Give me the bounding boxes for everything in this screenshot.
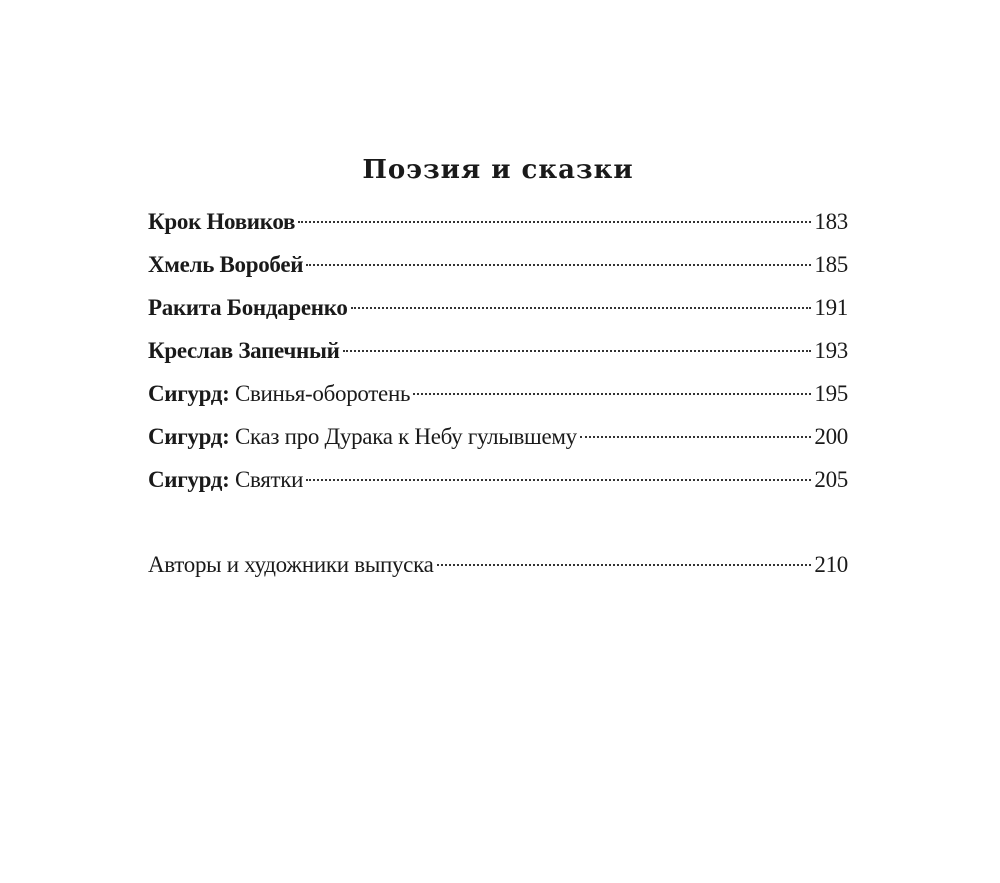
dot-leader	[343, 350, 812, 352]
dot-leader	[413, 393, 811, 395]
toc-page-number: 191	[814, 295, 848, 320]
toc-page-number: 185	[814, 252, 848, 277]
toc-page-number: 200	[814, 424, 848, 449]
toc-author: Хмель Воробей	[148, 252, 304, 277]
toc-author: Крок Новиков	[148, 209, 296, 234]
toc-entry[interactable]	[148, 286, 848, 329]
toc-author: Сигурд:	[148, 424, 230, 449]
toc-entry[interactable]	[148, 372, 848, 415]
toc-entry-text	[148, 329, 340, 372]
toc-title: Сказ про Дурака к Небу гулывшему	[229, 424, 577, 449]
toc-author: Креслав Запечный	[148, 338, 340, 363]
toc-entry-text	[148, 543, 434, 586]
toc-entry-appendix[interactable]	[148, 543, 848, 586]
section-title: Поэзия и сказки	[362, 155, 634, 185]
toc-entry[interactable]	[148, 243, 848, 286]
toc-page-number: 183	[814, 209, 848, 234]
toc-entry-text	[148, 286, 348, 329]
dot-leader	[437, 564, 812, 566]
toc-entry-text	[148, 243, 303, 286]
toc-page-number: 210	[814, 552, 848, 577]
toc-entry-text	[148, 458, 303, 501]
toc-entry[interactable]	[148, 415, 848, 458]
table-of-contents	[148, 150, 848, 586]
dot-leader	[351, 307, 812, 309]
toc-author: Сигурд:	[148, 381, 230, 406]
dot-leader	[306, 479, 811, 481]
toc-page-number: 195	[814, 381, 848, 406]
toc-entry[interactable]	[148, 200, 848, 243]
toc-title: Свинья-оборотень	[229, 381, 411, 406]
dot-leader	[306, 264, 811, 266]
toc-page-number: 193	[814, 338, 848, 363]
toc-author: Сигурд:	[148, 467, 230, 492]
toc-page-number: 205	[814, 467, 848, 492]
toc-entry[interactable]	[148, 329, 848, 372]
toc-list	[148, 200, 848, 586]
toc-entry-text	[148, 200, 295, 243]
toc-entry[interactable]	[148, 458, 848, 501]
toc-author: Ракита Бондаренко	[148, 295, 348, 320]
toc-entry-text	[148, 415, 577, 458]
toc-title: Авторы и художники выпуска	[148, 552, 434, 577]
toc-title: Святки	[229, 467, 304, 492]
dot-leader	[580, 436, 812, 438]
dot-leader	[298, 221, 811, 223]
toc-entry-text	[148, 372, 410, 415]
